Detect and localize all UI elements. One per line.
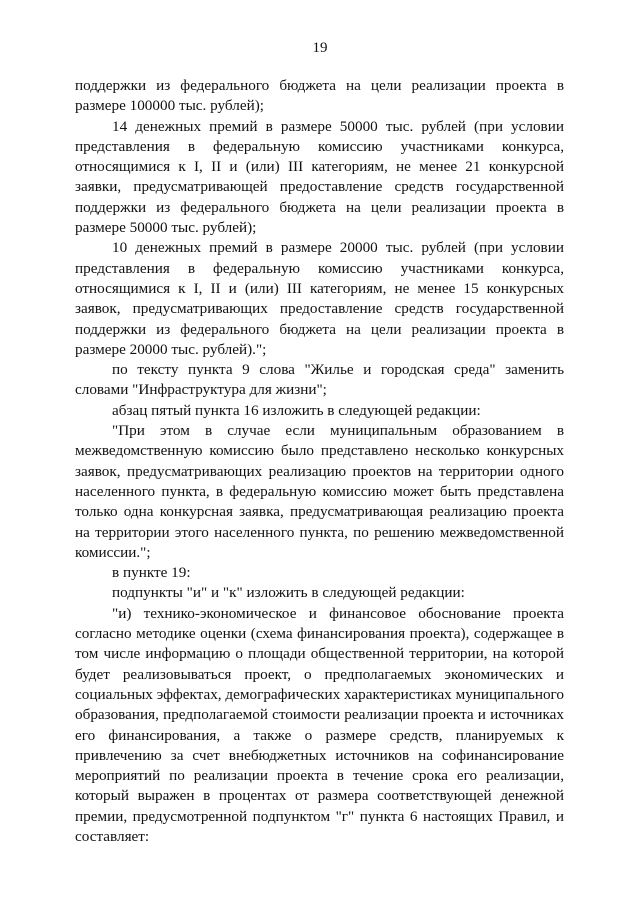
paragraph: 10 денежных премий в размере 20000 тыс. рублей (при условии представления в федеральную комиссию участниками конкурса, относящимися к I, II и (или) III категориям, не менее 15 конкурсных заявок, предусматривающих предоставление средств государственной поддержки из федерального бюджета на цели реализации проекта в размере 20000 тыс. рублей)."; [75, 239, 564, 358]
document-body [75, 76, 564, 847]
paragraph: абзац пятый пункта 16 изложить в следующей редакции: [112, 401, 481, 419]
paragraph: 14 денежных премий в размере 50000 тыс. рублей (при условии представления в федеральную комиссию участниками конкурса, относящимися к I, II и (или) III категориям, не менее 21 конкурсной заявки, предусматривающей предоставление средств государственной поддержки из федерального бюджета на цели реализации проекта в размере 50000 тыс. рублей); [75, 117, 564, 237]
paragraph: поддержки из федерального бюджета на цели реализации проекта в размере 100000 тыс. рублей); [75, 77, 564, 115]
paragraph: в пункте 19: [112, 564, 191, 582]
page-number: 19 [312, 40, 328, 56]
paragraph: "и) технико-экономическое и финансовое обоснование проекта согласно методике оценки (схема финансирования проекта), содержащее в том числе информацию о площади общественной территории, на которой будет реализовываться проект, о предполагаемых экономических и социальных эффектах, демографических характеристиках муниципального образования, предполагаемой стоимости реализации проекта и источниках его финансирования, а также о размере средств, планируемых к привлечению за счет внебюджетных источников на софинансирование мероприятий по реализации проекта в течение срока его реализации, который выражен в процентах от размера соответствующей денежной премии, предусмотренной подпунктом "г" пункта 6 настоящих Правил, и составляет: [75, 604, 564, 845]
paragraph: по тексту пункта 9 слова "Жилье и городская среда" заменить словами "Инфраструктура для жизни"; [75, 361, 564, 399]
paragraph: "При этом в случае если муниципальным образованием в межведомственную комиссию было представлено несколько конкурсных заявок, предусматривающих реализацию проектов на территории одного населенного пункта, в федеральную комиссию может быть представлена только одна конкурсная заявка, предусматривающая реализацию проекта на территории этого населенного пункта, по решению межведомственной комиссии."; [75, 422, 564, 561]
paragraph: подпункты "и" и "к" изложить в следующей редакции: [112, 584, 465, 602]
